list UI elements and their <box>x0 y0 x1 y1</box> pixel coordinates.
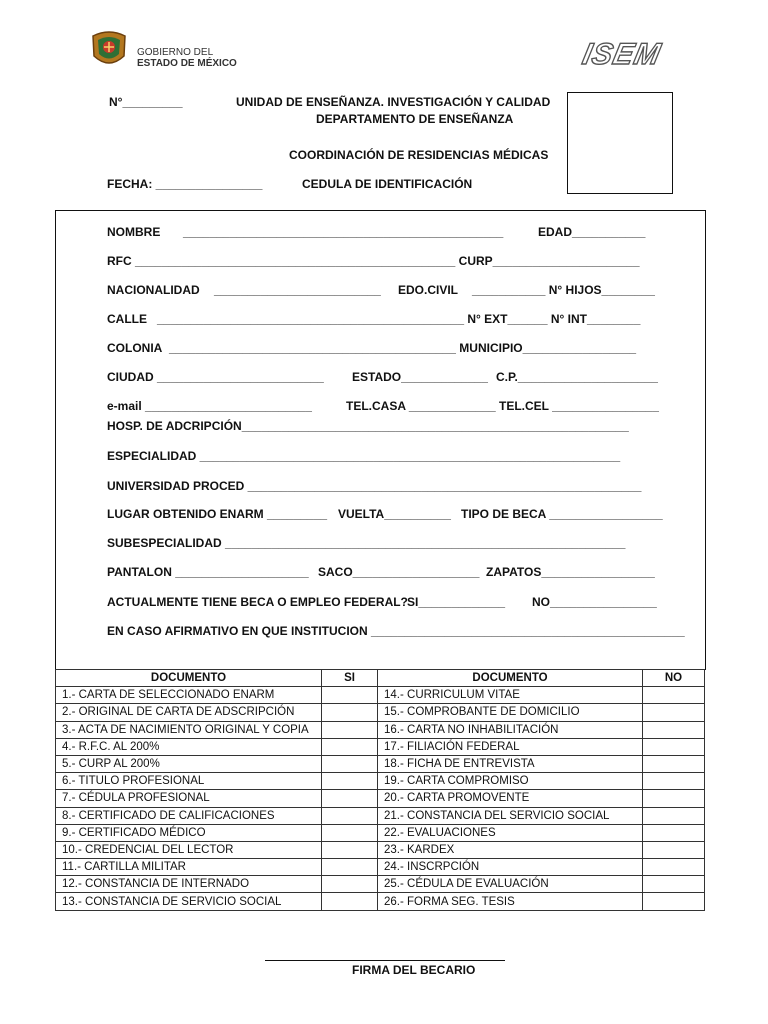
table-header-row <box>56 670 705 687</box>
table-row <box>56 859 705 876</box>
vuelta-field: VUELTA__________ <box>338 507 451 521</box>
no-checkbox-cell[interactable] <box>643 841 705 858</box>
document-right-cell: 20.- CARTA PROMOVENTE <box>378 790 643 807</box>
nombre-label: NOMBRE <box>107 225 161 239</box>
email-field: e-mail _________________________ <box>107 399 312 413</box>
si-checkbox-cell[interactable] <box>322 773 378 790</box>
table-row <box>56 738 705 755</box>
document-right-cell: 23.- KARDEX <box>378 841 643 858</box>
document-right-cell: 15.- COMPROBANTE DE DOMICILIO <box>378 704 643 721</box>
no-checkbox-cell[interactable] <box>643 807 705 824</box>
si-checkbox-cell[interactable] <box>322 755 378 772</box>
edad-field: EDAD___________ <box>538 225 646 239</box>
nacionalidad-label: NACIONALIDAD <box>107 283 200 297</box>
table-row <box>56 893 705 910</box>
document-left-cell: 10.- CREDENCIAL DEL LECTOR <box>56 841 322 858</box>
document-right-cell: 25.- CÉDULA DE EVALUACIÓN <box>378 876 643 893</box>
saco-field: SACO___________________ <box>318 565 480 579</box>
table-row <box>56 841 705 858</box>
header-no: NO <box>643 670 705 687</box>
si-checkbox-cell[interactable] <box>322 721 378 738</box>
no-checkbox-cell[interactable] <box>643 704 705 721</box>
document-left-cell: 1.- CARTA DE SELECCIONADO ENARM <box>56 687 322 704</box>
table-row <box>56 755 705 772</box>
coordinacion-title: COORDINACIÓN DE RESIDENCIAS MÉDICAS <box>289 148 549 162</box>
firma-label: FIRMA DEL BECARIO <box>352 963 476 977</box>
document-left-cell: 3.- ACTA DE NACIMIENTO ORIGINAL Y COPIA <box>56 721 322 738</box>
nacionalidad-line: _________________________ <box>214 283 381 297</box>
document-right-cell: 26.- FORMA SEG. TESIS <box>378 893 643 910</box>
colonia-municipio-line: ___________________________________________ MUNICIPIO_________________ <box>169 341 637 355</box>
document-left-cell: 2.- ORIGINAL DE CARTA DE ADSCRIPCIÓN <box>56 704 322 721</box>
gobierno-logo-text <box>137 47 237 69</box>
departamento-title: DEPARTAMENTO DE ENSEÑANZA <box>316 112 514 126</box>
subespecialidad-field: SUBESPECIALIDAD ____________________________________________________________ <box>107 536 626 550</box>
ciudad-field: CIUDAD _________________________ <box>107 370 324 384</box>
numero-field: N°_________ <box>109 95 183 109</box>
header-documento-right: DOCUMENTO <box>378 670 643 687</box>
fecha-field: FECHA: ________________ <box>107 177 263 191</box>
document-right-cell: 14.- CURRICULUM VITAE <box>378 687 643 704</box>
edo-civil-label: EDO.CIVIL <box>398 283 459 297</box>
tipo-beca-field: TIPO DE BECA _________________ <box>461 507 663 521</box>
rfc-curp-row: RFC ________________________________________________ CURP______________________ <box>107 254 640 268</box>
zapatos-field: ZAPATOS_________________ <box>486 565 655 579</box>
table-row <box>56 721 705 738</box>
especialidad-field: ESPECIALIDAD _______________________________________________________________ <box>107 449 621 463</box>
si-checkbox-cell[interactable] <box>322 790 378 807</box>
document-right-cell: 16.- CARTA NO INHABILITACIÓN <box>378 721 643 738</box>
table-row <box>56 876 705 893</box>
si-checkbox-cell[interactable] <box>322 841 378 858</box>
no-checkbox-cell[interactable] <box>643 738 705 755</box>
logo-line1: GOBIERNO DEL <box>137 47 214 58</box>
si-checkbox-cell[interactable] <box>322 738 378 755</box>
colonia-label: COLONIA <box>107 341 163 355</box>
si-checkbox-cell[interactable] <box>322 859 378 876</box>
si-checkbox-cell[interactable] <box>322 687 378 704</box>
nombre-line: ________________________________________________ <box>183 225 504 239</box>
telefonos-field: TEL.CASA _____________ TEL.CEL ________________ <box>346 399 659 413</box>
document-right-cell: 18.- FICHA DE ENTREVISTA <box>378 755 643 772</box>
table-row <box>56 773 705 790</box>
si-checkbox-cell[interactable] <box>322 876 378 893</box>
header-documento-left: DOCUMENTO <box>56 670 322 687</box>
si-checkbox-cell[interactable] <box>322 824 378 841</box>
document-left-cell: 7.- CÉDULA PROFESIONAL <box>56 790 322 807</box>
unidad-title: UNIDAD DE ENSEÑANZA. INVESTIGACIÓN Y CALIDAD <box>236 95 551 109</box>
document-left-cell: 12.- CONSTANCIA DE INTERNADO <box>56 876 322 893</box>
table-row <box>56 824 705 841</box>
table-row <box>56 807 705 824</box>
cp-field: C.P._____________________ <box>496 370 658 384</box>
document-left-cell: 8.- CERTIFICADO DE CALIFICACIONES <box>56 807 322 824</box>
table-row <box>56 687 705 704</box>
no-checkbox-cell[interactable] <box>643 755 705 772</box>
pantalon-field: PANTALON ____________________ <box>107 565 309 579</box>
isem-logo: ISEM <box>579 38 664 71</box>
table-row <box>56 790 705 807</box>
document-right-cell: 22.- EVALUACIONES <box>378 824 643 841</box>
cedula-title: CEDULA DE IDENTIFICACIÓN <box>302 177 473 191</box>
no-checkbox-cell[interactable] <box>643 859 705 876</box>
si-checkbox-cell[interactable] <box>322 704 378 721</box>
header-si: SI <box>322 670 378 687</box>
document-left-cell: 13.- CONSTANCIA DE SERVICIO SOCIAL <box>56 893 322 910</box>
table-row <box>56 704 705 721</box>
no-checkbox-cell[interactable] <box>643 824 705 841</box>
no-checkbox-cell[interactable] <box>643 773 705 790</box>
document-left-cell: 6.- TITULO PROFESIONAL <box>56 773 322 790</box>
universidad-field: UNIVERSIDAD PROCED ___________________________________________________________ <box>107 479 642 493</box>
no-checkbox-cell[interactable] <box>643 721 705 738</box>
no-field: NO________________ <box>532 595 657 609</box>
photo-box <box>567 92 673 194</box>
si-field: SI_____________ <box>407 595 506 609</box>
no-checkbox-cell[interactable] <box>643 687 705 704</box>
document-right-cell: 21.- CONSTANCIA DEL SERVICIO SOCIAL <box>378 807 643 824</box>
estado-field: ESTADO_____________ <box>352 370 488 384</box>
calle-ext-int-line: ______________________________________________ N° EXT______ N° INT________ <box>157 312 641 326</box>
signature-line <box>265 960 505 961</box>
enarm-field: LUGAR OBTENIDO ENARM _________ <box>107 507 328 521</box>
edo-civil-hijos-line: ___________ N° HIJOS________ <box>472 283 655 297</box>
document-left-cell: 9.- CERTIFICADO MÉDICO <box>56 824 322 841</box>
document-left-cell: 5.- CURP AL 200% <box>56 755 322 772</box>
hospital-field: HOSP. DE ADCRIPCIÓN__________________________________________________________ <box>107 419 629 433</box>
document-right-cell: 17.- FILIACIÓN FEDERAL <box>378 738 643 755</box>
estado-de-mexico-seal-icon <box>90 30 128 70</box>
logo-line2: ESTADO DE MÉXICO <box>137 58 237 69</box>
no-checkbox-cell[interactable] <box>643 893 705 910</box>
document-right-cell: 24.- INSCRPCIÓN <box>378 859 643 876</box>
beca-question: ACTUALMENTE TIENE BECA O EMPLEO FEDERAL? <box>107 595 408 609</box>
institucion-field: EN CASO AFIRMATIVO EN QUE INSTITUCION _______________________________________________ <box>107 624 685 638</box>
document-left-cell: 11.- CARTILLA MILITAR <box>56 859 322 876</box>
no-checkbox-cell[interactable] <box>643 876 705 893</box>
document-left-cell: 4.- R.F.C. AL 200% <box>56 738 322 755</box>
si-checkbox-cell[interactable] <box>322 807 378 824</box>
documents-table <box>55 669 705 911</box>
no-checkbox-cell[interactable] <box>643 790 705 807</box>
document-right-cell: 19.- CARTA COMPROMISO <box>378 773 643 790</box>
si-checkbox-cell[interactable] <box>322 893 378 910</box>
calle-label: CALLE <box>107 312 147 326</box>
